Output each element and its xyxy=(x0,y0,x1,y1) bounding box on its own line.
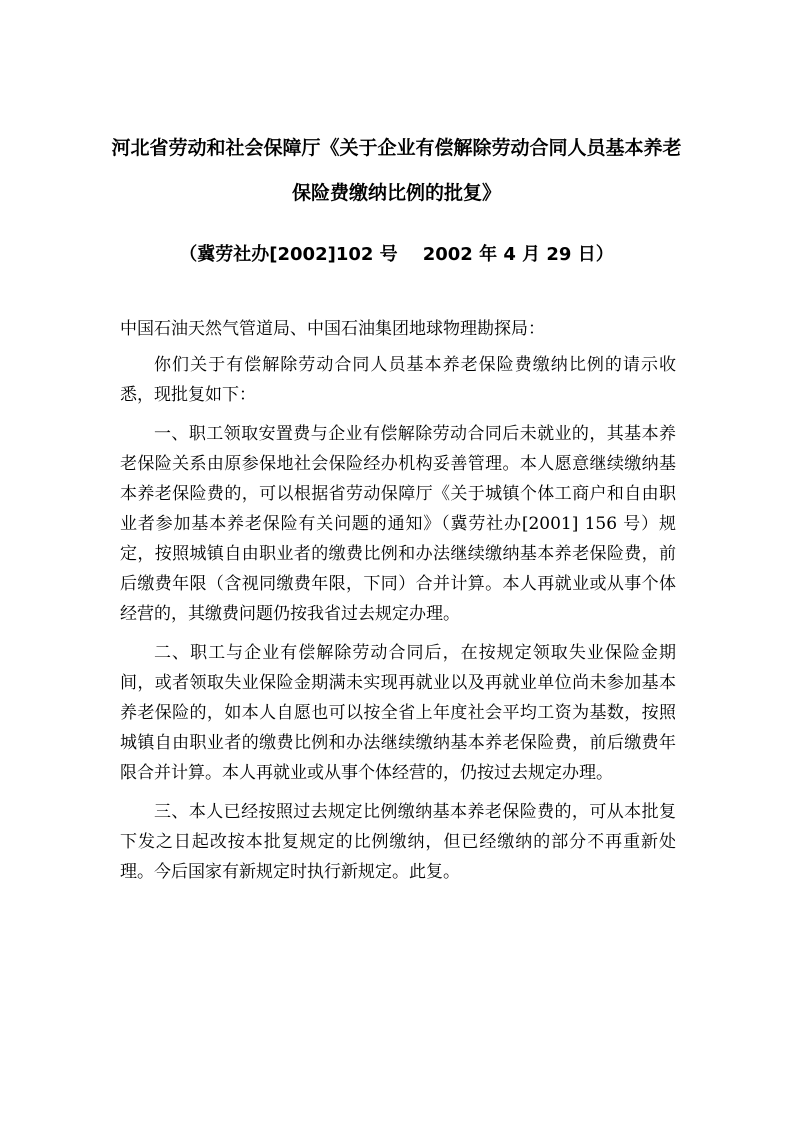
title-line-1: 河北省劳动和社会保障厅《关于企业有偿解除劳动合同人员基本养老 xyxy=(111,137,682,159)
addressee: 中国石油天然气管道局、中国石油集团地球物理勘探局： xyxy=(120,319,545,339)
title-line-2: 保险费缴纳比例的批复》 xyxy=(291,182,501,204)
document-number-and-date: （冀劳社办[2002]102 号 2002 年 4 月 29 日） xyxy=(179,244,614,265)
paragraph-item-1: 一、职工领取安置费与企业有偿解除劳动合同后未就业的，其基本养老保险关系由原参保地社会保险经办机构妥善管理。本人愿意继续缴纳基本养老保险费的，可以根据省劳动保障厅《关于城镇个体工商户和自由职业者参加基本养老保险有关问题的通知》（冀劳社办[2001] 156 号）规定，按照城镇自由职业者的缴费比例和办法继续缴纳基本养老保险费，前后缴费年限（含视同缴费年限，下同）合并计算。本人再就业或从事个体经营的，其缴费问题仍按我省过去规定办理。 xyxy=(120,424,676,624)
document-title xyxy=(110,126,683,216)
paragraph-item-2: 二、职工与企业有偿解除劳动合同后，在按规定领取失业保险金期间，或者领取失业保险金期满未实现再就业以及再就业单位尚未参加基本养老保险的，如本人自愿也可以按全省上年度社会平均工资为基数，按照城镇自由职业者的缴费比例和办法继续缴纳基本养老保险费，前后缴费年限合并计算。本人再就业或从事个体经营的，仍按过去规定办理。 xyxy=(120,643,676,783)
paragraph-item-3: 三、本人已经按照过去规定比例缴纳基本养老保险费的，可从本批复下发之日起改按本批复规定的比例缴纳，但已经缴纳的部分不再重新处理。今后国家有新规定时执行新规定。此复。 xyxy=(120,802,676,882)
document-body xyxy=(120,314,676,887)
paragraph-intro: 你们关于有偿解除劳动合同人员基本养老保险费缴纳比例的请示收悉，现批复如下： xyxy=(120,355,676,405)
